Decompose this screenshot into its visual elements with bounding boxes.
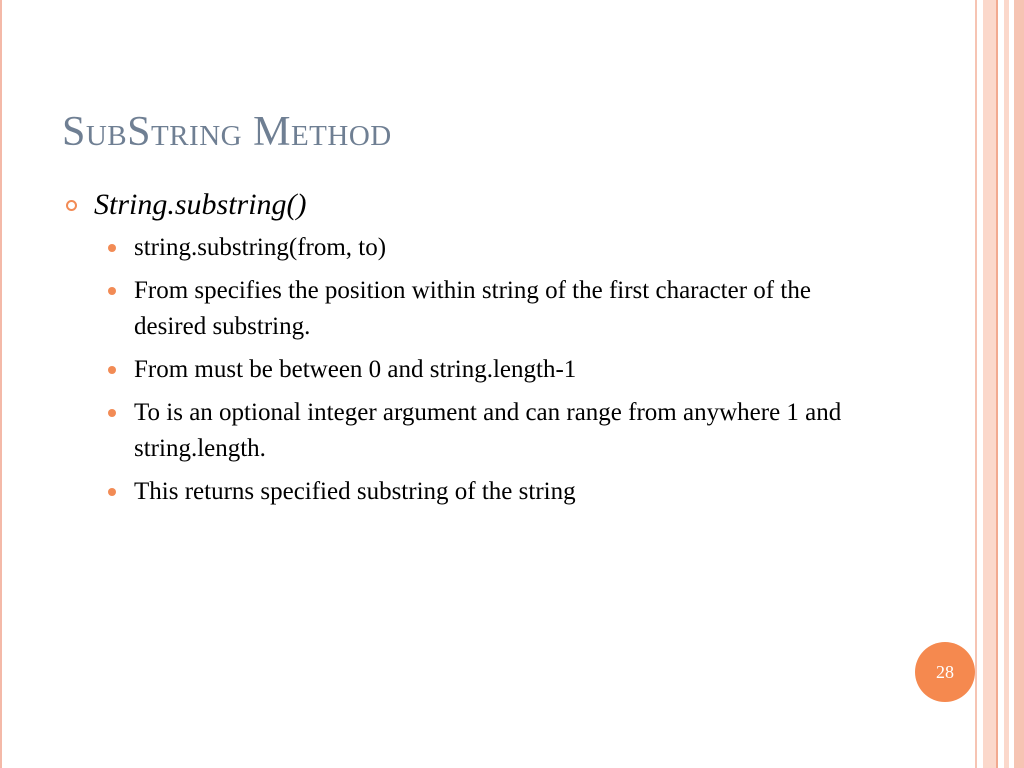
decorative-stripe (1014, 0, 1024, 768)
sub-bullet-text: From specifies the position within string of the first character of the desired substring. (134, 277, 811, 340)
sub-bullet-text: This returns specified substring of the string (134, 478, 576, 505)
ring-bullet-icon (66, 200, 77, 211)
decorative-stripe (996, 0, 998, 768)
sub-bullet-list (64, 230, 884, 510)
decorative-stripe (983, 0, 996, 768)
dot-bullet-icon (108, 409, 116, 417)
sub-bullet-item (64, 395, 884, 467)
slide-content (64, 186, 884, 517)
main-bullet-text: String.substring() (94, 188, 307, 221)
sub-bullet-text: string.substring(from, to) (134, 234, 387, 261)
dot-bullet-icon (108, 488, 116, 496)
sub-bullet-item (64, 273, 884, 345)
page-number-badge: 28 (915, 642, 975, 702)
dot-bullet-icon (108, 244, 116, 252)
main-bullet-item (64, 186, 884, 224)
dot-bullet-icon (108, 287, 116, 295)
sub-bullet-text: To is an optional integer argument and can range from anywhere 1 and string.length. (134, 399, 842, 462)
sub-bullet-text: From must be between 0 and string.length-1 (134, 356, 577, 383)
decorative-stripe (1004, 0, 1009, 768)
decorative-stripe (975, 0, 977, 768)
sub-bullet-item (64, 230, 884, 266)
sub-bullet-item (64, 352, 884, 388)
sub-bullet-item (64, 474, 884, 510)
dot-bullet-icon (108, 366, 116, 374)
slide-title: SubString Method (62, 109, 392, 155)
